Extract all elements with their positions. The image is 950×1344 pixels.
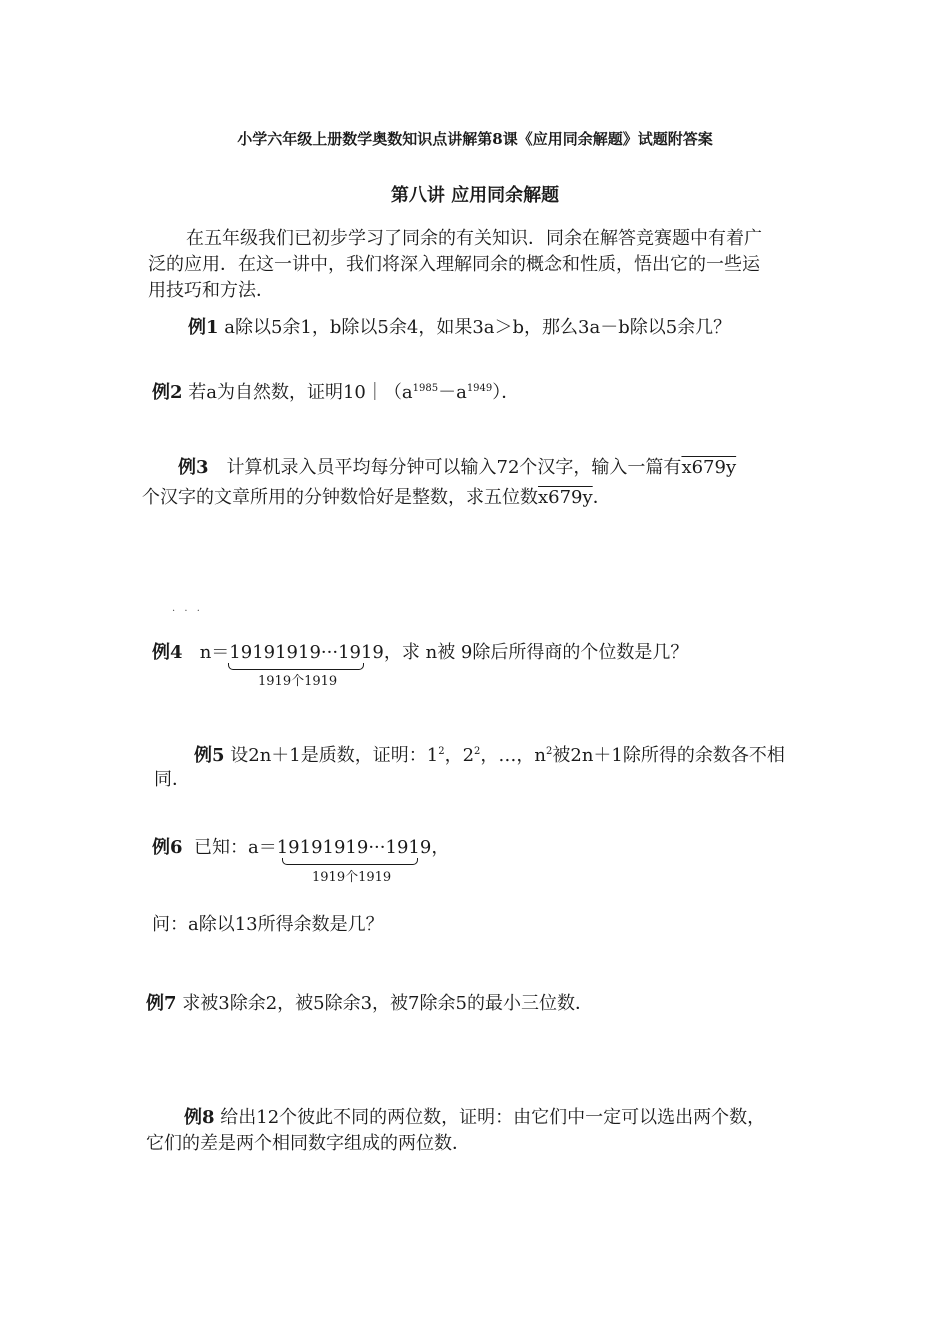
example-3-line-1 [178, 455, 736, 481]
example-text: 设2n＋1是质数，证明：1 [224, 745, 439, 766]
repeated-number: 19191919···1919 [229, 642, 384, 663]
overlined-number: x679y [538, 487, 593, 508]
overlined-number: x679y [681, 457, 737, 478]
example-8-line-2: 它们的差是两个相同数字组成的两位数． [146, 1133, 470, 1154]
example-text: 求被3除余2，被5除余3，被7除余5的最小三位数． [176, 993, 593, 1014]
example-label: 例5 [194, 745, 225, 766]
example-text: n＝ [199, 642, 230, 663]
exponent: 2 [474, 746, 481, 757]
example-text: ，2 [444, 745, 475, 766]
repeated-number: 19191919···1919 [276, 837, 432, 858]
document-title: 小学六年级上册数学奥数知识点讲解第8课《应用同余解题》试题附答案 [237, 130, 713, 148]
example-1 [188, 315, 731, 341]
underbrace-label: 1919个1919 [258, 674, 338, 689]
underbrace-label: 1919个1919 [312, 870, 392, 885]
example-5-line-2: 同． [154, 769, 190, 790]
exponent: 2 [438, 746, 445, 757]
example-text: 已知：a＝ [193, 837, 277, 858]
example-text: 被2n＋1除所得的余数各不相 [552, 745, 785, 766]
example-text: ． [592, 487, 611, 508]
example-text: 若a为自然数，证明10｜（a [182, 382, 413, 403]
example-8-line-1 [184, 1105, 765, 1131]
example-label: 例4 [152, 642, 183, 663]
example-3-line-2 [142, 485, 611, 511]
example-6-question: 问：a除以13所得余数是几？ [152, 914, 384, 935]
example-label: 例1 [188, 317, 219, 338]
example-label: 例3 [178, 457, 209, 478]
underbrace [228, 663, 364, 670]
stray-dots: · · · [172, 606, 203, 617]
example-label: 例2 [152, 382, 183, 403]
example-text: ，…，n [480, 745, 546, 766]
example-text: ， [431, 837, 450, 858]
example-text: 个汉字的文章所用的分钟数恰好是整数，求五位数 [142, 487, 538, 508]
exponent: 2 [546, 746, 553, 757]
example-label: 例6 [152, 837, 183, 858]
intro-line-3: 用技巧和方法． [148, 280, 274, 301]
exponent: 1949 [466, 383, 493, 394]
exponent: 1985 [412, 383, 439, 394]
intro-line-2: 泛的应用．在这一讲中，我们将深入理解同余的概念和性质，悟出它的一些运 [148, 254, 760, 275]
example-5-line-1 [194, 743, 785, 769]
example-text: －a [438, 382, 467, 403]
example-text: 给出12个彼此不同的两位数，证明：由它们中一定可以选出两个数， [214, 1107, 766, 1128]
intro-line-1: 在五年级我们已初步学习了同余的有关知识．同余在解答竞赛题中有着广 [186, 228, 762, 249]
example-text: 计算机录入员平均每分钟可以输入72个汉字，输入一篇有 [208, 457, 682, 478]
example-2 [152, 380, 519, 406]
example-label: 例8 [184, 1107, 215, 1128]
example-text: ，求 n被 9除后所得商的个位数是几？ [383, 642, 689, 663]
example-label: 例7 [146, 993, 177, 1014]
example-7 [146, 991, 593, 1017]
example-text: a除以5余1，b除以5余4，如果3a＞b，那么3a－b除以5余几？ [218, 317, 732, 338]
underbrace [282, 858, 418, 865]
example-text: ）． [492, 382, 520, 403]
lecture-title: 第八讲 应用同余解题 [390, 185, 560, 206]
